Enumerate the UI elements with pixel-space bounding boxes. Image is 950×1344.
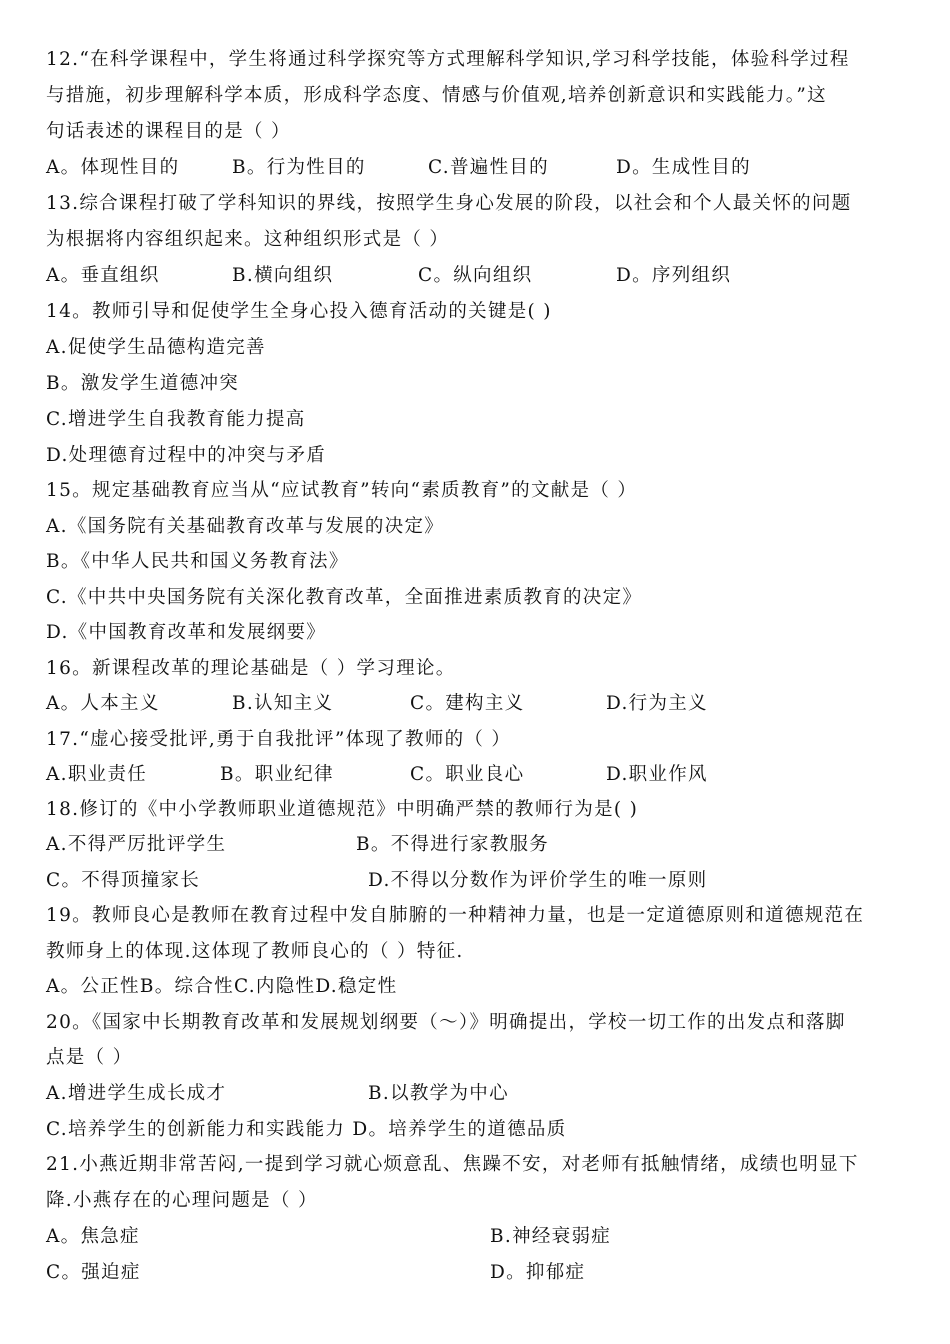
question-20-stem-line-2: 点是（ ）: [46, 1047, 133, 1068]
question-12-option-c: C.普遍性目的: [428, 157, 549, 178]
question-12-option-b: B。行为性目的: [232, 157, 366, 178]
question-16-option-a: A。人本主义: [46, 693, 160, 714]
question-16-option-d: D.行为主义: [606, 693, 708, 714]
question-15-option-d: D.《中国教育改革和发展纲要》: [46, 622, 327, 643]
question-21-stem-line-2: 降.小燕存在的心理问题是（ ）: [46, 1190, 318, 1211]
question-17-option-b: B。职业纪律: [220, 764, 334, 785]
question-18-option-b: B。不得进行家教服务: [356, 834, 550, 855]
question-14-option-a: A.促使学生品德构造完善: [46, 337, 266, 358]
question-13-stem-line-1: 13.综合课程打破了学科知识的界线，按照学生身心发展的阶段，以社会和个人最关怀的问题: [46, 193, 852, 214]
question-16-option-b: B.认知主义: [232, 693, 334, 714]
question-19-options: A。公正性B。综合性C.内隐性D.稳定性: [46, 976, 398, 997]
question-19-stem-line-1: 19。教师良心是教师在教育过程中发自肺腑的一种精神力量，也是一定道德原则和道德规范在: [46, 905, 865, 926]
question-18-option-d: D.不得以分数作为评价学生的唯一原则: [368, 870, 708, 891]
question-13-stem-line-2: 为根据将内容组织起来。这种组织形式是（ ）: [46, 229, 450, 250]
question-18-stem: 18.修订的《中小学教师职业道德规范》中明确严禁的教师行为是( ): [46, 799, 639, 820]
question-14-stem: 14。教师引导和促使学生全身心投入德育活动的关键是( ): [46, 301, 552, 322]
question-17-option-c: C。职业良心: [410, 764, 525, 785]
question-15-option-b: B。《中华人民共和国义务教育法》: [46, 551, 349, 572]
question-20-option-a: A.增进学生成长成才: [46, 1083, 227, 1104]
question-14-option-c: C.增进学生自我教育能力提高: [46, 409, 306, 430]
question-20-stem-line-1: 20。《国家中长期教育改革和发展规划纲要（～）》明确提出，学校一切工作的出发点和落脚: [46, 1012, 846, 1033]
question-21-stem-line-1: 21.小燕近期非常苦闷,一提到学习就心烦意乱、焦躁不安，对老师有抵触情绪，成绩也明显下: [46, 1154, 859, 1175]
question-20-options-c-d: C.培养学生的创新能力和实践能力 D。培养学生的道德品质: [46, 1119, 567, 1140]
question-14-option-b: B。激发学生道德冲突: [46, 373, 240, 394]
question-14-option-d: D.处理德育过程中的冲突与矛盾: [46, 445, 327, 466]
question-21-option-c: C。强迫症: [46, 1262, 141, 1283]
question-13-option-c: C。纵向组织: [418, 265, 533, 286]
question-16-stem: 16。新课程改革的理论基础是（ ）学习理论。: [46, 658, 456, 679]
question-15-option-c: C.《中共中央国务院有关深化教育改革，全面推进素质教育的决定》: [46, 587, 643, 608]
question-21-option-b: B.神经衰弱症: [490, 1226, 612, 1247]
question-16-option-c: C。建构主义: [410, 693, 525, 714]
question-12-stem-line-3: 句话表述的课程目的是（ ）: [46, 121, 291, 142]
question-21-option-d: D。抑郁症: [490, 1262, 586, 1283]
question-13-option-a: A。垂直组织: [46, 265, 160, 286]
question-21-option-a: A。焦急症: [46, 1226, 140, 1247]
question-15-stem: 15。规定基础教育应当从“应试教育”转向“素质教育”的文献是（ ）: [46, 480, 638, 501]
question-17-option-d: D.职业作风: [606, 764, 708, 785]
question-12-option-a: A。体现性目的: [46, 157, 180, 178]
question-12-stem-line-1: 12.“在科学课程中，学生将通过科学探究等方式理解科学知识,学习科学技能，体验科学过程: [46, 49, 850, 70]
question-15-option-a: A.《国务院有关基础教育改革与发展的决定》: [46, 516, 445, 537]
question-13-option-d: D。序列组织: [616, 265, 732, 286]
question-18-option-c: C。不得顶撞家长: [46, 870, 201, 891]
question-20-option-b: B.以教学为中心: [368, 1083, 509, 1104]
question-18-option-a: A.不得严厉批评学生: [46, 834, 227, 855]
question-13-option-b: B.横向组织: [232, 265, 334, 286]
question-12-stem-line-2: 与措施，初步理解科学本质，形成科学态度、情感与价值观,培养创新意识和实践能力。”这: [46, 85, 827, 106]
question-17-stem: 17.“虚心接受批评,勇于自我批评”体现了教师的（ ）: [46, 729, 512, 750]
question-17-option-a: A.职业责任: [46, 764, 148, 785]
question-12-option-d: D。生成性目的: [616, 157, 751, 178]
question-19-stem-line-2: 教师身上的体现.这体现了教师良心的（ ）特征.: [46, 941, 464, 962]
